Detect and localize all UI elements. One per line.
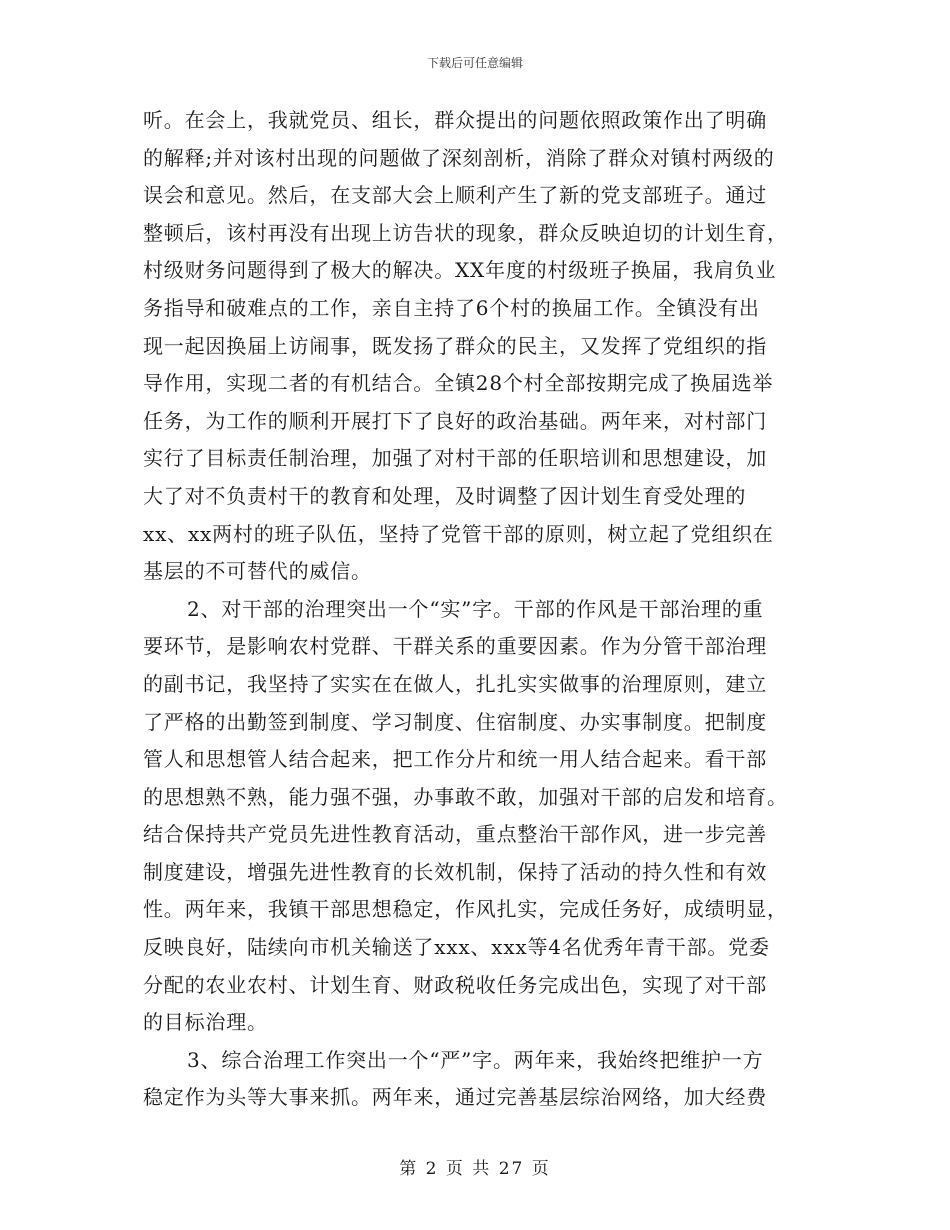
body-line: 管人和思想管人结合起来，把工作分片和统一用人结合起来。看干部 bbox=[143, 747, 767, 772]
body-line: 制度建设，增强先进性教育的长效机制，保持了活动的持久性和有效 bbox=[143, 859, 767, 884]
body-line: 听。在会上，我就党员、组长，群众提出的问题依照政策作出了明确 bbox=[143, 108, 767, 132]
body-line: 现一起因换届上访闹事，既发扬了群众的民主，又发挥了党组织的指 bbox=[143, 333, 767, 358]
body-line: 的副书记，我坚持了实实在在做人，扎扎实实做事的治理原则，建立 bbox=[143, 671, 767, 696]
body-line: 误会和意见。然后，在支部大会上顺利产生了新的党支部班子。通过 bbox=[143, 183, 767, 208]
body-line: 的解释;并对该村出现的问题做了深刻剖析，消除了群众对镇村两级的 bbox=[143, 145, 775, 170]
body-line: 了严格的出勤签到制度、学习制度、住宿制度、办实事制度。把制度 bbox=[143, 709, 767, 734]
body-line: 分配的农业农村、计划生育、财政税收任务完成出色，实现了对干部 bbox=[143, 972, 767, 997]
body-line: 反映良好，陆续向市机关输送了xxx、xxx等4名优秀年青干部。党委 bbox=[143, 935, 770, 960]
body-line: 结合保持共产党员先进性教育活动，重点整治干部作风，进一步完善 bbox=[143, 822, 767, 847]
document-body bbox=[143, 102, 808, 1117]
page-number-footer: 第 2 页 共 27 页 bbox=[399, 1159, 551, 1179]
body-line: 村级财务问题得到了极大的解决。XX年度的村级班子换届，我肩负业 bbox=[143, 258, 777, 283]
body-line: 务指导和破难点的工作，亲自主持了6个村的换届工作。全镇没有出 bbox=[143, 295, 760, 320]
body-line: xx、xx两村的班子队伍，坚持了党管干部的原则，树立起了党组织在 bbox=[143, 521, 774, 546]
body-line: 大了对不负责村干的教育和处理，及时调整了因计划生育受处理的 bbox=[143, 483, 747, 508]
body-line: 任务，为工作的顺利开展打下了良好的政治基础。两年来，对村部门 bbox=[143, 408, 767, 433]
body-line: 导作用，实现二者的有机结合。全镇28个村全部按期完成了换届选举 bbox=[143, 371, 774, 396]
page-header: 下载后可任意编辑 bbox=[426, 56, 523, 70]
paragraph-start-line: 3、综合治理工作突出一个“严”字。两年来，我始终把维护一方 bbox=[187, 1047, 764, 1072]
body-line: 基层的不可替代的威信。 bbox=[143, 559, 372, 584]
body-line: 稳定作为头等大事来抓。两年来，通过完善基层综治网络，加大经费 bbox=[143, 1085, 767, 1110]
body-line: 的思想熟不熟，能力强不强，办事敢不敢，加强对干部的启发和培育。 bbox=[143, 784, 788, 809]
body-line: 要环节，是影响农村党群、干群关系的重要因素。作为分管干部治理 bbox=[143, 634, 767, 659]
paragraph-start-line: 2、对干部的治理突出一个“实”字。干部的作风是干部治理的重 bbox=[187, 596, 764, 621]
body-line: 的目标治理。 bbox=[143, 1010, 268, 1035]
body-line: 实行了目标责任制治理，加强了对村干部的任职培训和思想建设，加 bbox=[143, 446, 767, 471]
body-line: 整顿后，该村再没有出现上访告状的现象，群众反映迫切的计划生育， bbox=[143, 220, 788, 245]
body-line: 性。两年来，我镇干部思想稳定，作风扎实，完成任务好，成绩明显， bbox=[143, 897, 788, 922]
